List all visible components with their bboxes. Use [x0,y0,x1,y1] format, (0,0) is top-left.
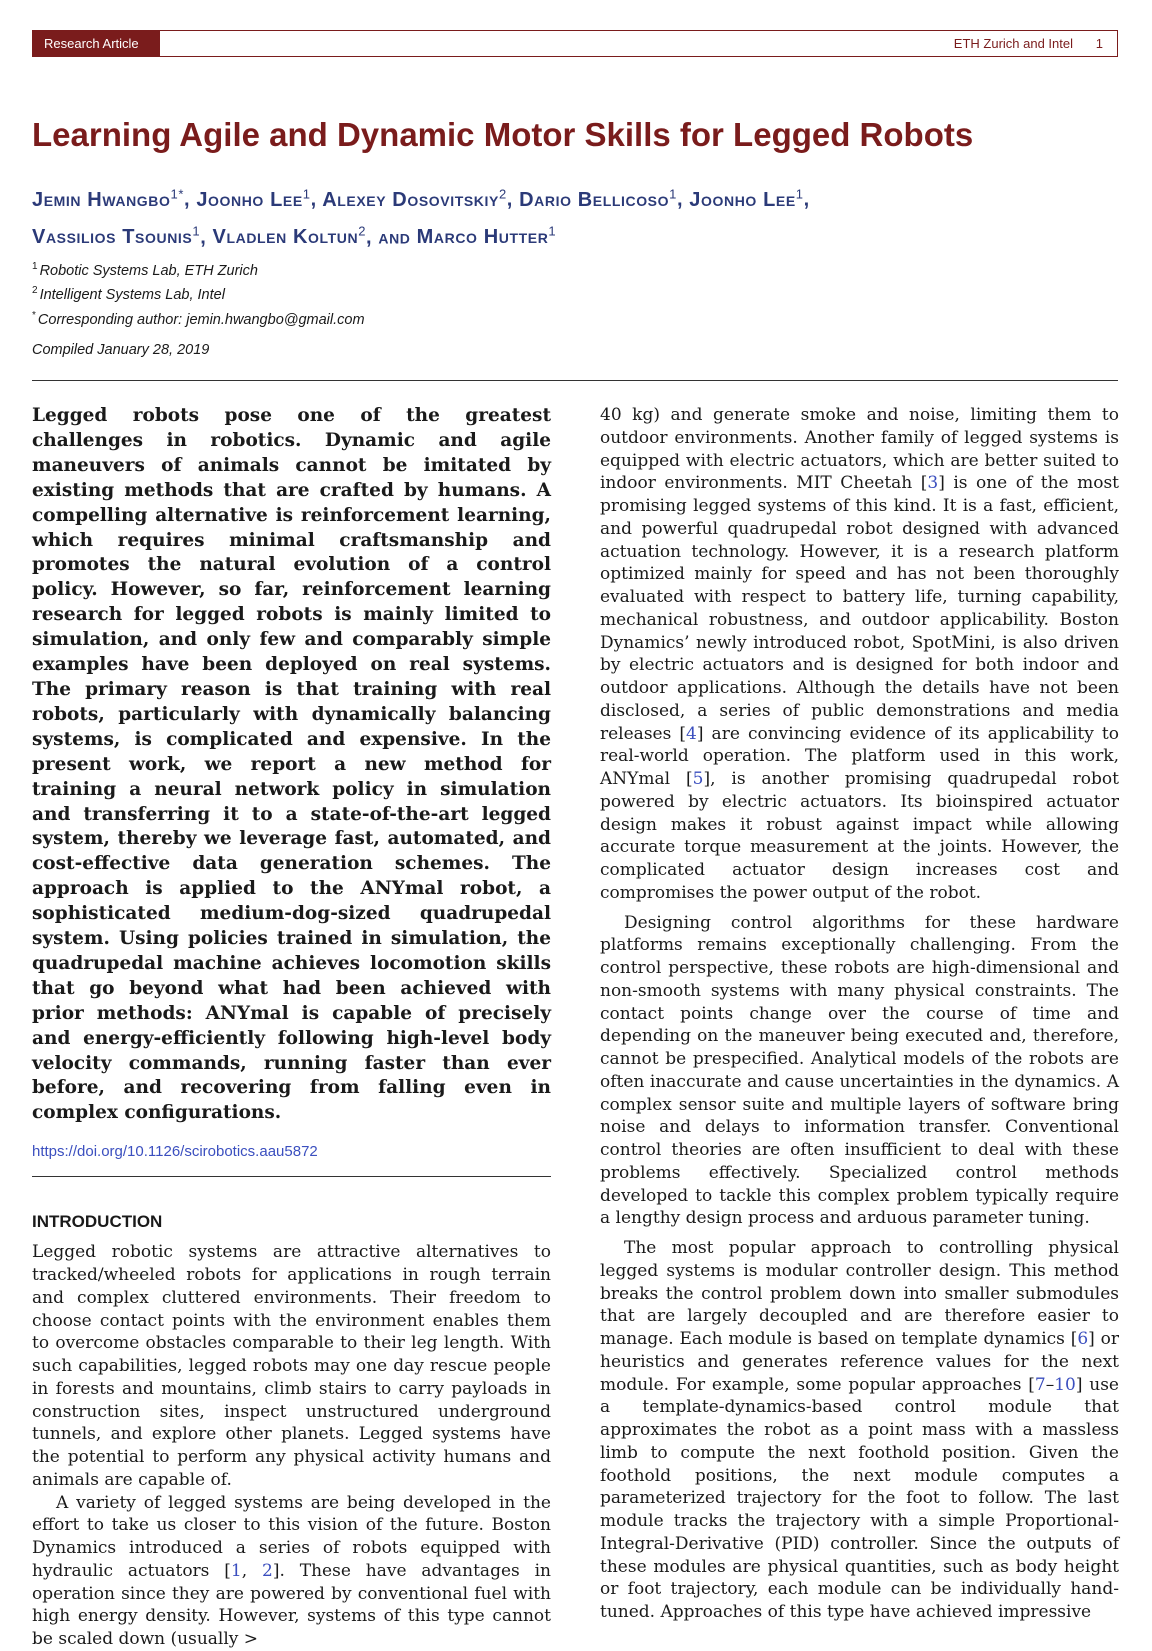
affiliation-line: $^2$ Intelligent Systems Lab, Intel [32,285,225,304]
compiled-date: Compiled January 28, 2019 [32,342,210,358]
author-list: Jemin Hwangbo$^{1*}$, Joonho Lee$^1$, Alexey Dosovitskiy$^2$, Dario Bellicoso$^1$, Joonho Lee$^1$, Vassilios Tsounis$^1$, Vladlen Koltun$^2$, and Marco Hutter$^1$ [32,186,810,249]
paper-title: Learning Agile and Dynamic Motor Skills for Legged Robots [32,116,974,153]
intro-paragraph-1: Legged robotic systems are attractive alternatives to tracked/wheeled robots for applications in rough terrain and complex cluttered environments. Their freedom to choose contact points with the environment enables them to overcome obstacles comparable to their leg length. With such capabilities, legged robots may one day rescue people in forests and mountains, climb stairs to carry payloads in construction sites, inspect unstructured underground tunnels, and explore other planets. Legged systems have the potential to perform any physical activity humans and animals are capable of. [32,1242,551,1490]
author: Vassilios Tsounis$^1$ [32,223,201,249]
author: Joonho Lee$^1$ [689,186,804,211]
citation-link[interactable]: 3 [927,473,939,494]
page-number: 1 [1095,36,1103,51]
citation-link[interactable]: 10 [1054,1374,1076,1395]
author: Dario Bellicoso$^1$ [519,186,677,211]
section-heading-introduction: INTRODUCTION [32,1212,163,1232]
abstract: Legged robots pose one of the greatest challenges in robotics. Dynamic and agile maneuvers of animals cannot be imitated by existing methods that are crafted by humans. A compelling alternative is reinforcement learning, which requires minimal craftsmanship and promotes the natural evolution of a control policy. However, so far, reinforcement learning research for legged robots is mainly limited to simulation, and only few and comparably simple examples have been deployed on real systems. The primary reason is that training with real robots, particularly with dynamically balancing systems, is complicated and expensive. In the present work, we report a new method for training a neural network policy in simulation and transferring it to a state-of-the-art legged system, thereby we leverage fast, automated, and cost-effective data generation schemes. The approach is applied to the ANYmal robot, a sophisticated medium-dog-sized quadrupedal system. Using policies trained in simulation, the quadrupedal machine achieves locomotion skills that go beyond what had been achieved with prior methods: ANYmal is capable of precisely and energy-efficiently following high-level body velocity commands, running faster than ever before, and recovering from falling even in complex configurations. [32,405,551,1124]
top-divider [32,380,1118,381]
citation-link[interactable]: 2 [262,1560,273,1581]
body-paragraph-3: The most popular approach to controlling physical legged systems is modular controller design. This method breaks the control problem down into smaller submodules that are largely decoupled and are therefore easier to manage. Each module is based on template dynamics [6] or heuristics and generates reference values for the next module. For example, some popular approaches [7–10] use a template-dynamics-based control module that approximates the robot as a point mass with a massless limb to compute the next foothold position. Given the foothold positions, the next module computes a parameterized trajectory for the foot to follow. The last module tracks the trajectory with a simple Proportional-Integral-Derivative (PID) controller. Since the outputs of these modules are physical quantities, such as body height or foot trajectory, each module can be individually hand-tuned. Approaches of this type have achieved impressive [600,1238,1119,1622]
author: Jemin Hwangbo$^{1*}$ [32,186,184,211]
corresponding-author: * Corresponding author: jemin.hwangbo@gmail.com [32,309,365,328]
author: Vladlen Koltun$^2$ [212,223,367,249]
citation-link[interactable]: 5 [692,769,704,789]
header-affiliation: ETH Zurich and Intel [953,36,1073,51]
body-paragraph-2: Designing control algorithms for these hardware platforms remains exceptionally challenging. From the control perspective, these robots are high-dimensional and non-smooth systems with many physical constraints. The contact points change over the course of time and depending on the maneuver being executed and, therefore, cannot be prespecified. Analytical models of the robots are often inaccurate and cause uncertainties in the dynamics. A complex sensor suite and multiple layers of software bring noise and delays to information transfer. Conventional control theories are often insufficient to deal with these problems effectively. Specialized control methods developed to tackle this complex problem typically require a lengthy design process and arduous parameter tuning. [600,912,1119,1229]
citation-link[interactable]: 7 [1034,1374,1046,1395]
citation-link[interactable]: 1 [230,1560,242,1581]
intro-paragraph-2: A variety of legged systems are being developed in the effort to take us closer to this vision of the future. Boston Dynamics introduced a series of robots equipped with hydraulic actuators [1, 2]. These have advantages in operation since they are powered by conventional fuel with high energy density. However, systems of this type cannot be scaled down (usually > [32,1492,551,1650]
citation-link[interactable]: 6 [1077,1329,1089,1349]
body-paragraph-1: 40 kg) and generate smoke and noise, limiting them to outdoor environments. Another family of legged systems is equipped with electric actuators, which are better suited to indoor environments. MIT Cheetah [3] is one of the most promising legged systems of this kind. It is a fast, efficient, and powerful quadrupedal robot designed with advanced actuation technology. However, it is a research platform optimized mainly for speed and has not been thoroughly evaluated with respect to battery life, turning capability, mechanical robustness, and outdoor applicability. Boston Dynamics’ newly introduced robot, SpotMini, is also driven by electric actuators and is designed for both indoor and outdoor applications. Although the details have not been disclosed, a series of public demonstrations and media releases [4] are convincing evidence of its applicability to real-world operation. The platform used in this work, ANYmal [5], is another promising quadrupedal robot powered by electric actuators. Its bioinspired actuator design makes it robust against impact while allowing accurate torque measurement at the joints. However, the complicated actuator design increases cost and compromises the power output of the robot. [600,405,1120,903]
doi-link[interactable]: https://doi.org/10.1126/scirobotics.aau5872 [32,1143,318,1161]
author: Marco Hutter$^1$ [416,223,557,249]
right-column [600,404,1119,1624]
citation-link[interactable]: 4 [686,723,697,744]
left-column [32,404,551,1651]
author: Joonho Lee$^1$ [196,186,311,211]
running-header [32,30,1118,57]
abstract-divider [32,1176,551,1177]
article-type-label: Research Article [33,31,160,56]
author: Alexey Dosovitskiy$^2$ [322,186,507,211]
affiliations [32,257,365,330]
affiliation-line: $^1$ Robotic Systems Lab, ETH Zurich [32,261,258,279]
